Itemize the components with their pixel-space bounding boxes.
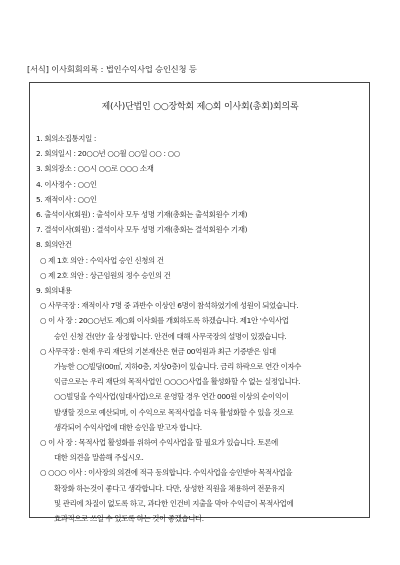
agenda-item-2: ○ 제 2호 의안 : 상근임원의 정수 승인의 건 [40,270,171,280]
content-line: 확장화 하는것이 좋다고 생각합니다. 다만, 상성한 직원을 채용하여 전문유지 [54,483,285,493]
document-title: 제(사)단법인 ○○장학회 제○회 이사회(총회)회의록 [101,102,299,112]
content-line: ○ ○○○ 이사 : 이사장의 의견에 적극 동의합니다. 수익사업을 승인받아 목적사업을 [40,468,293,478]
content-line: ○ 이 사 장 : 20○○년도 제○회 이사회를 개회하도록 하겠습니다. 제1안 '수익사업 [40,316,289,326]
agenda-item-1: ○ 제 1호 의안 : 수익사업 승인 신청의 건 [40,255,164,265]
item-present-directors: 6. 출석이사(회원) : 출석이사 모두 성명 기재(총회는 출석회원수 기재) [36,210,248,220]
form-caption: [서식] 이사회회의록 : 법인수익사업 승인신청 등 [27,64,197,74]
content-line: ○ 사무국장 : 재적이사 7명 중 과반수 이상인 6명이 참석하였기에 성원이 되었습니다. [40,301,299,311]
item-director-quota: 4. 이사정수 : ○○인 [36,179,97,189]
content-line: ○ 사무국장 : 현재 우리 재단의 기본재산은 현금 00억원과 최근 기증받은 임대 [40,346,276,356]
item-agenda-heading: 8. 회의안건 [36,240,72,250]
item-notice-date: 1. 회의소집통지일 : [36,134,97,143]
minutes-body [36,131,362,526]
content-line: 승인 신청 건(안)' 을 상정합니다. 안건에 대해 사무국장의 설명이 있겠습니다. [54,331,287,341]
content-line: 효과적으로 쓰일 수 있도록 하는 것이 좋겠습니다. [54,514,204,524]
item-enrolled-directors: 5. 재적이사 : ○○인 [36,194,97,204]
content-line: 발생할 것으로 예산되며, 이 수익으로 목적사업을 더욱 활성화할 수 있을 것으로 [54,407,294,417]
content-line: 생각되어 수익사업에 대한 승인을 받고자 합니다. [54,422,202,432]
item-absent-directors: 7. 결석이사(회원) : 결석이사 모두 성명 기재(총회는 결석회원수 기재) [36,225,248,235]
content-line: 가능한 ○○빌딩(00㎡, 지하0층, 지상0층)이 있습니다. 금리 하락으로 연간 이자수 [54,362,302,372]
content-line: ○○빌딩을 수익사업(임대사업)으로 운영할 경우 연간 000원 이상의 순이익이 [54,392,289,402]
item-meeting-datetime: 2. 회의일시 : 20○○년 ○○월 ○○일 ○○ : ○○ [36,149,180,159]
content-line: 대한 의견을 말씀해 주십시오. [54,453,144,463]
content-line: 익금으로는 우리 재단의 목적사업인 ○○○○사업을 활성화할 수 없는 실정입니다. [54,377,301,387]
item-meeting-place: 3. 회의장소 : ○○시 ○○로 ○○○ 소재 [36,164,154,174]
content-line: ○ 이 사 장 : 목적사업 활성화를 위하여 수익사업을 할 필요가 있습니다. 토론에 [40,438,278,448]
content-line: 및 관리에 차질이 없도록 하고, 과다한 인건비 지출을 막아 수익금이 목적사업에 [54,498,294,508]
item-content-heading: 9. 회의내용 [36,286,72,296]
